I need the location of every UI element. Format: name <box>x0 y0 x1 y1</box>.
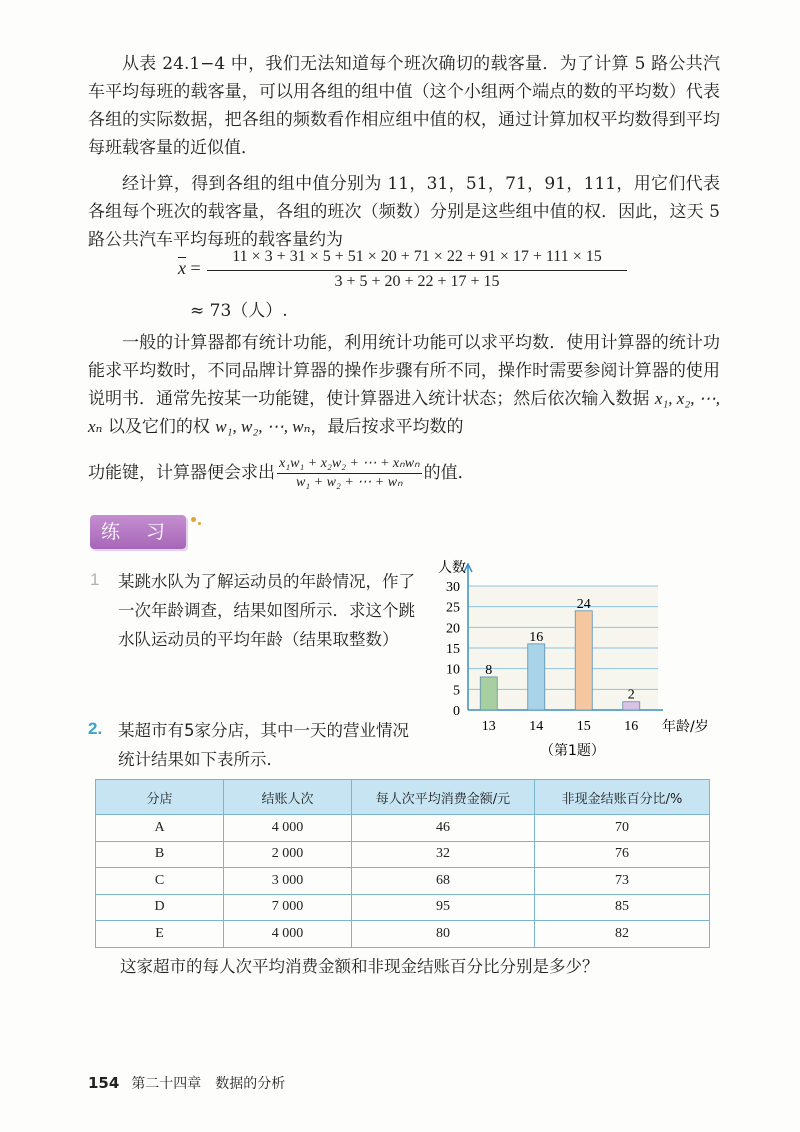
bar-value-label: 24 <box>576 596 591 612</box>
table-header-row <box>96 780 710 815</box>
formula-result: ≈ 73（人）. <box>190 301 288 321</box>
bar-value-label: 2 <box>627 687 635 703</box>
formula-numerator: 11 × 3 + 31 × 5 + 51 × 20 + 71 × 22 + 91 × 17 + 111 × 15 <box>232 248 602 265</box>
sales-table <box>95 779 710 948</box>
exercise-2-text: 某超市有5家分店，其中一天的营业情况统计结果如下表所示． <box>118 721 409 769</box>
practice-label: 练 习 <box>90 515 186 549</box>
table-row <box>96 815 710 842</box>
bar-15 <box>575 611 592 710</box>
table-cell: E <box>96 921 224 948</box>
paragraph-calculation: 经计算，得到各组的组中值分别为 11，31，51，71，91，111，用它们代表各组每个班次的载客量，各组的班次（频数）分别是这些组中值的权．因此，这天 5 路公共汽车平均每班的载客量约为 <box>88 174 720 250</box>
page-number: 154 <box>88 1074 120 1092</box>
bar-14 <box>528 644 545 710</box>
table-cell: 73 <box>535 868 710 895</box>
table-cell: 32 <box>352 841 535 868</box>
paragraph-calculator: 一般的计算器都有统计功能，利用统计功能可以求平均数．使用计算器的统计功能求平均数时，不同品牌计算器的操作步骤有所不同，操作时需要参阅计算器的使用说明书．通常先按某一功能键，使计算器进入统计状态；然后依次输入数据 x₁, x₂, ⋯, xₙ 以及它们的权 w₁, w₂, ⋯, wₙ，最后按求平均数的 <box>88 333 720 437</box>
x-tick-label: 15 <box>576 719 591 734</box>
exercise-1-number: 1 <box>90 570 100 589</box>
table-cell: 95 <box>352 894 535 921</box>
y-tick-label: 15 <box>446 642 460 657</box>
formula-fraction-line <box>207 270 627 271</box>
chart-ylabel: 人数 <box>438 560 466 576</box>
weighted-mean-fraction: $\frac{\text{x₁w₁ + x₂w₂ + ⋯ + xₙwₙ}}{\text{w₁ + w₂ + ⋯ + wₙ}}$ <box>279 456 420 490</box>
table-cell: 85 <box>535 894 710 921</box>
y-tick-label: 30 <box>446 580 460 595</box>
chapter-title: 第二十四章 数据的分析 <box>131 1076 286 1092</box>
table-cell: 3 000 <box>224 868 352 895</box>
table-row <box>96 868 710 895</box>
y-tick-label: 5 <box>453 683 460 699</box>
y-tick-label: 20 <box>446 621 460 637</box>
y-tick-label: 0 <box>453 704 460 719</box>
table-cell: A <box>96 815 224 842</box>
table-cell: 2 000 <box>224 841 352 868</box>
exercise-1-text: 某跳水队为了解运动员的年龄情况，作了一次年龄调查，结果如图所示．求这个跳水队运动员的平均年龄（结果取整数） <box>118 572 415 649</box>
bar-13 <box>480 677 497 710</box>
x-tick-label: 14 <box>529 719 544 734</box>
paragraph-intro: 从表 24.1−4 中，我们无法知道每个班次确切的载客量．为了计算 5 路公共汽车平均每班的载客量，可以用各组的组中值（这个小组两个端点的数的平均数）代表各组的实际数据，把各组的频数看作相应组中值的权，通过计算加权平均数得到平均每班载客量的近似值． <box>88 54 720 158</box>
table-cell: 4 000 <box>224 815 352 842</box>
decor-dot <box>198 522 201 525</box>
y-tick-label: 10 <box>446 662 460 678</box>
decor-dot <box>191 517 196 522</box>
age-bar-chart <box>418 550 718 765</box>
table-cell: 4 000 <box>224 921 352 948</box>
table-cell: 80 <box>352 921 535 948</box>
x-tick-label: 16 <box>624 719 639 734</box>
exercise-2-number: 2. <box>88 719 103 738</box>
bar-value-label: 16 <box>529 629 544 645</box>
table-row <box>96 841 710 868</box>
formula-lhs: $\overline{x}$ = <box>178 258 201 278</box>
table-cell: 82 <box>535 921 710 948</box>
paragraph-calculator-end: 功能键，计算器便会求出 $\frac{\text{x₁w₁ + x₂w₂ + ⋯ + xₙwₙ}}{\text{w₁ + w₂ + ⋯ + wₙ}}$ 的值． <box>88 456 475 490</box>
table-cell: B <box>96 841 224 868</box>
table-header: 非现金结账百分比/% <box>535 780 710 815</box>
chart-xlabel: 年龄/岁 <box>662 719 709 735</box>
bar-value-label: 8 <box>485 662 493 678</box>
table-cell: 76 <box>535 841 710 868</box>
table-header: 结账人次 <box>224 780 352 815</box>
table-cell: 70 <box>535 815 710 842</box>
table-cell: C <box>96 868 224 895</box>
chart-caption: （第1题） <box>540 743 605 759</box>
table-cell: 68 <box>352 868 535 895</box>
x-tick-label: 13 <box>481 719 496 734</box>
table-cell: 7 000 <box>224 894 352 921</box>
y-tick-label: 25 <box>446 600 460 616</box>
table-cell: 46 <box>352 815 535 842</box>
table-row <box>96 921 710 948</box>
table-header: 每人次平均消费金额/元 <box>352 780 535 815</box>
table-header: 分店 <box>96 780 224 815</box>
table-cell: D <box>96 894 224 921</box>
formula-denominator: 3 + 5 + 20 + 22 + 17 + 15 <box>334 273 500 290</box>
exercise-2-question: 这家超市的每人次平均消费金额和非现金结账百分比分别是多少？ <box>120 957 599 976</box>
table-row <box>96 894 710 921</box>
bar-16 <box>623 702 640 710</box>
page-footer <box>88 1073 285 1093</box>
